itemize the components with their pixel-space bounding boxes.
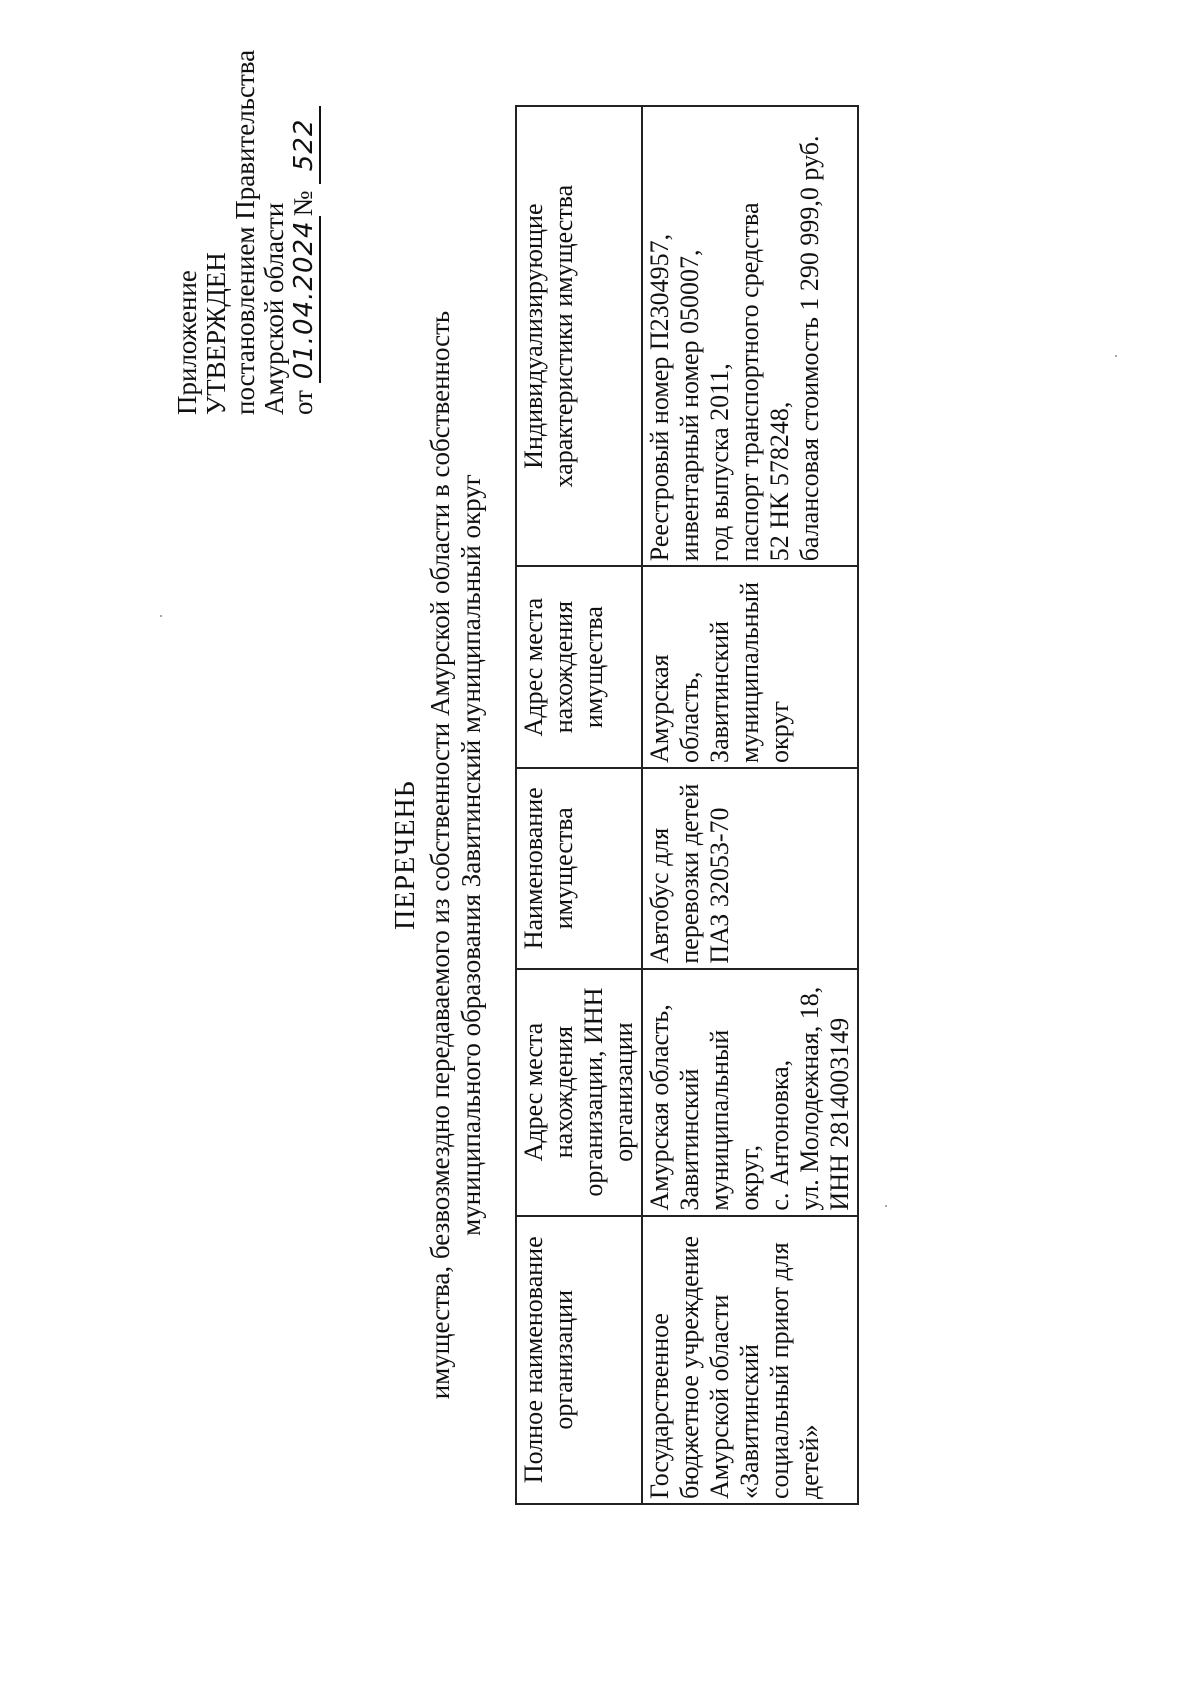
cell-org-address xyxy=(642,969,858,1216)
cell-text: Реестровый номер П2304957, xyxy=(645,233,674,562)
header-text: организации, ИНН xyxy=(579,987,608,1197)
approval-decree-label: постановлением Правительства xyxy=(230,49,260,415)
scan-speck xyxy=(885,1205,887,1207)
header-org-address xyxy=(516,969,642,1216)
cell-text: муниципальный xyxy=(735,582,764,763)
cell-property-address xyxy=(642,566,858,768)
cell-text: с. Антоновка, xyxy=(765,1059,794,1211)
cell-text: Амурской области xyxy=(705,1294,734,1499)
cell-property-name xyxy=(642,768,858,969)
approval-region-label: Амурской области xyxy=(259,202,289,415)
header-text: имущества xyxy=(579,606,608,729)
cell-text: 52 НК 578248, xyxy=(765,401,794,562)
header-text: Наименование xyxy=(519,787,548,950)
table-header-row xyxy=(516,106,642,1504)
handwritten-date: 01.04.2024 xyxy=(290,216,321,383)
cell-text: детей» xyxy=(795,1424,824,1499)
cell-text: округ, xyxy=(735,1145,764,1211)
cell-text: ул. Молодежная, 18, xyxy=(795,986,824,1211)
cell-text: Завитинский xyxy=(675,1068,704,1211)
cell-text: социальный приют для xyxy=(765,1242,794,1499)
cell-property-characteristics xyxy=(642,106,858,566)
cell-text: перевозки детей xyxy=(675,783,704,964)
scan-speck xyxy=(1115,355,1117,357)
cell-org-name xyxy=(642,1216,858,1504)
property-table xyxy=(515,105,859,1505)
cell-text: ПАЗ 32053-70 xyxy=(705,807,734,964)
header-text: Полное наименование xyxy=(519,1236,548,1484)
approval-approved-label: УТВЕРЖДЕН xyxy=(201,252,231,415)
approval-date-number-line xyxy=(289,50,321,415)
header-text: нахождения xyxy=(549,600,578,734)
header-property-address xyxy=(516,566,642,768)
document-title-block xyxy=(390,75,487,1635)
header-org-name xyxy=(516,1216,642,1504)
approval-stamp-block xyxy=(173,50,321,415)
header-property-name xyxy=(516,768,642,969)
header-property-characteristics xyxy=(516,106,642,566)
cell-text: область, xyxy=(675,671,704,763)
scan-speck xyxy=(160,615,162,617)
header-text: имущества xyxy=(549,807,578,930)
table-row xyxy=(642,106,858,1504)
cell-text: год выпуска 2011, xyxy=(705,363,734,562)
header-text: Адрес места xyxy=(519,597,548,737)
header-text: организации xyxy=(549,1290,578,1430)
approval-from-label: от xyxy=(288,390,318,415)
cell-text: муниципальный xyxy=(705,1029,734,1211)
number-sign: № xyxy=(288,190,318,217)
cell-text: Амурская область, xyxy=(645,1004,674,1211)
approval-appendix-label: Приложение xyxy=(172,270,202,415)
cell-text: ИНН 2814003149 xyxy=(825,1017,854,1211)
header-text: организации xyxy=(609,1022,638,1162)
header-text: нахождения xyxy=(549,1025,578,1159)
cell-text: Государственное xyxy=(645,1313,674,1499)
cell-text: балансовая стоимость 1 290 999,0 руб. xyxy=(795,135,824,562)
header-text: характеристики имущества xyxy=(549,184,578,488)
document-subtitle-line1: имущества, безвозмездно передаваемого из собственности Амурской области в собственность xyxy=(425,310,455,1400)
document-subtitle-line2: муниципального образования Завитинский муниципальный округ xyxy=(456,474,486,1236)
document-heading: ПЕРЕЧЕНЬ xyxy=(390,780,421,930)
cell-text: Завитинский xyxy=(705,620,734,763)
cell-text: «Завитинский xyxy=(735,1344,764,1499)
cell-text: округ xyxy=(765,700,794,763)
header-text: Адрес места xyxy=(519,1022,548,1162)
handwritten-number: 522 xyxy=(290,106,321,184)
cell-text: паспорт транспортного средства xyxy=(735,202,764,562)
cell-text: Амурская xyxy=(645,654,674,763)
document-page xyxy=(125,49,1125,1635)
cell-text: бюджетное учреждение xyxy=(675,1235,704,1499)
header-text: Индивидуализирующие xyxy=(519,203,548,469)
cell-text: Автобус для xyxy=(645,827,674,964)
cell-text: инвентарный номер 050007, xyxy=(675,249,704,562)
